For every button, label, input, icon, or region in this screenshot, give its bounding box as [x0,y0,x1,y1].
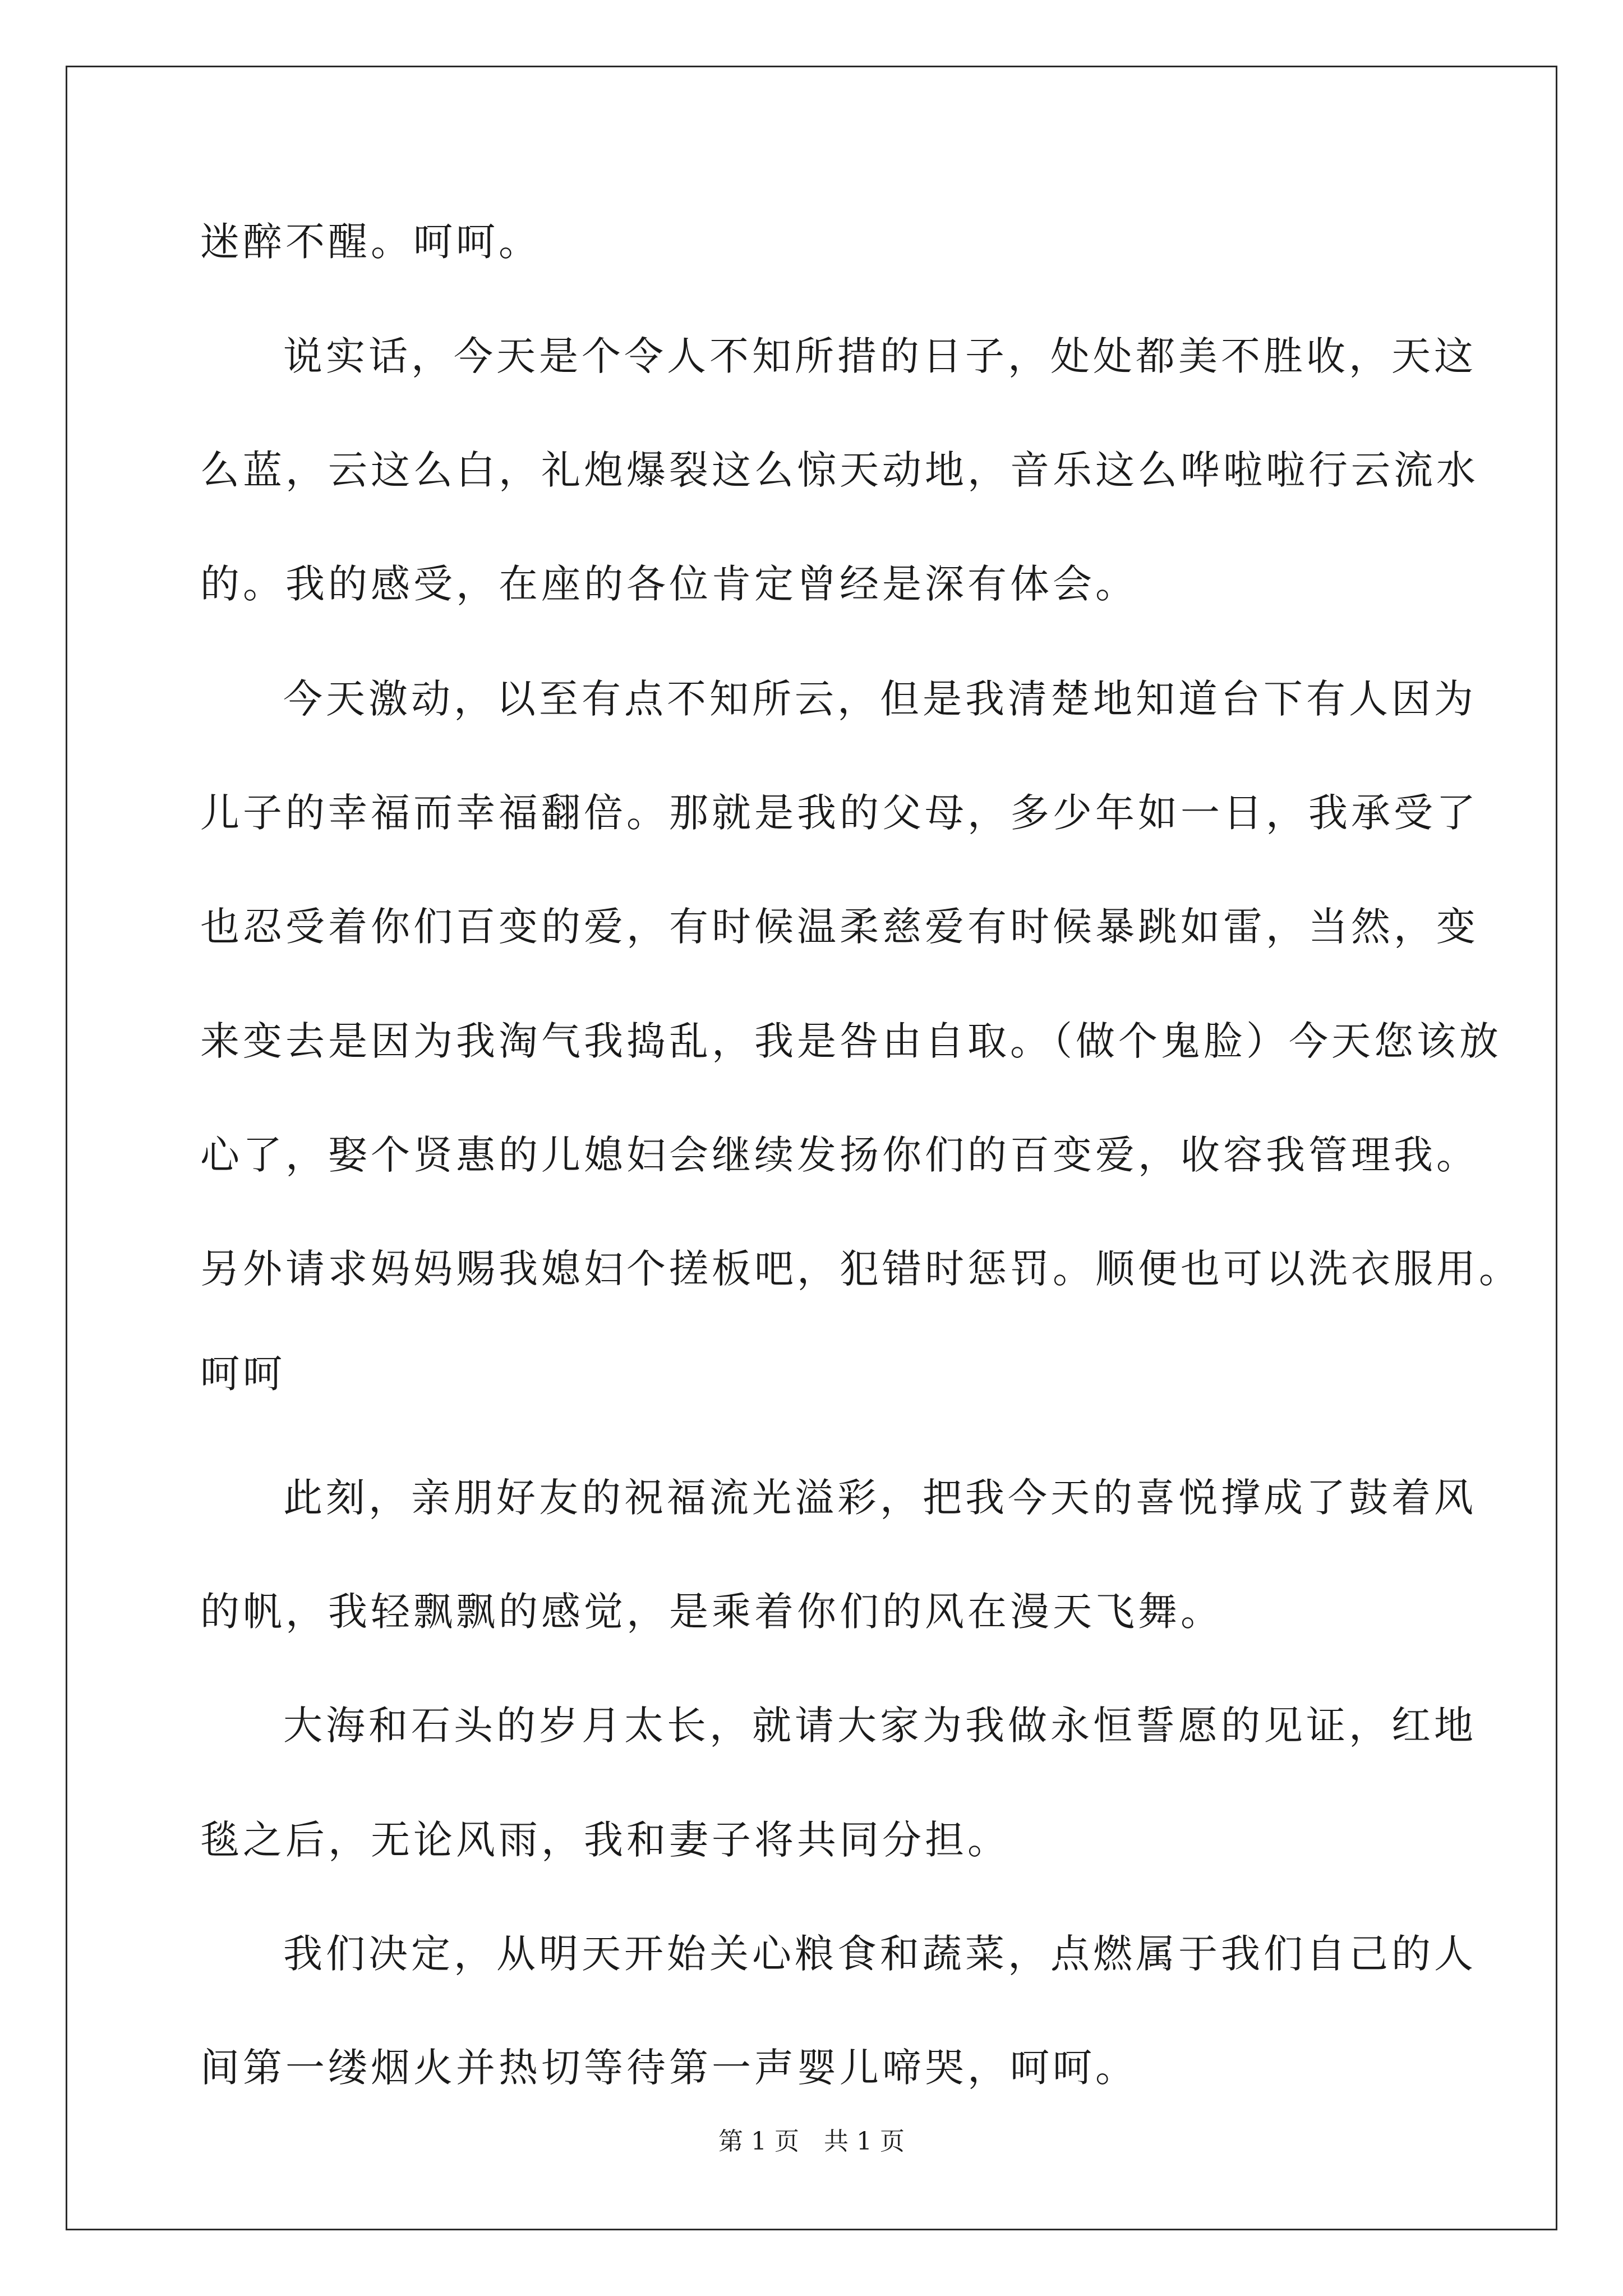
text-line: 呵呵 [200,1351,285,1397]
text-line: 的帆，我轻飘飘的感觉，是乘着你们的风在漫天飞舞。 [200,1589,1223,1635]
text-line: 今天激动，以至有点不知所云，但是我清楚地知道台下有人因为 [283,676,1477,722]
text-line: 儿子的幸福而幸福翻倍。那就是我的父母，多少年如一日，我承受了 [200,790,1479,836]
page-number-footer: 第 1 页 共 1 页 [718,2127,905,2156]
text-line: 也忍受着你们百变的爱，有时候温柔慈爱有时候暴跳如雷，当然，变 [200,904,1479,950]
text-line: 心了，娶个贤惠的儿媳妇会继续发扬你们的百变爱，收容我管理我。 [200,1132,1479,1178]
text-line: 大海和石头的岁月太长，就请大家为我做永恒誓愿的见证，红地 [283,1703,1477,1749]
text-line: 另外请求妈妈赐我媳妇个搓板吧，犯错时惩罚。顺便也可以洗衣服用。 [200,1246,1521,1292]
text-line: 我们决定，从明天开始关心粮食和蔬菜，点燃属于我们自己的人 [283,1931,1477,1977]
text-line: 来变去是因为我淘气我捣乱，我是咎由自取。（做个鬼脸）今天您该放 [200,1018,1502,1064]
text-line: 的。我的感受，在座的各位肯定曾经是深有体会。 [200,561,1138,607]
text-line: 此刻，亲朋好友的祝福流光溢彩，把我今天的喜悦撑成了鼓着风 [283,1475,1477,1521]
text-line: 间第一缕烟火并热切等待第一声婴儿啼哭，呵呵。 [200,2045,1138,2091]
text-line: 说实话，今天是个令人不知所措的日子，处处都美不胜收，天这 [283,333,1477,379]
text-line: 毯之后，无论风雨，我和妻子将共同分担。 [200,1817,1010,1863]
text-line: 么蓝，云这么白，礼炮爆裂这么惊天动地，音乐这么哗啦啦行云流水 [200,447,1479,493]
text-line: 迷醉不醒。呵呵。 [200,219,541,265]
